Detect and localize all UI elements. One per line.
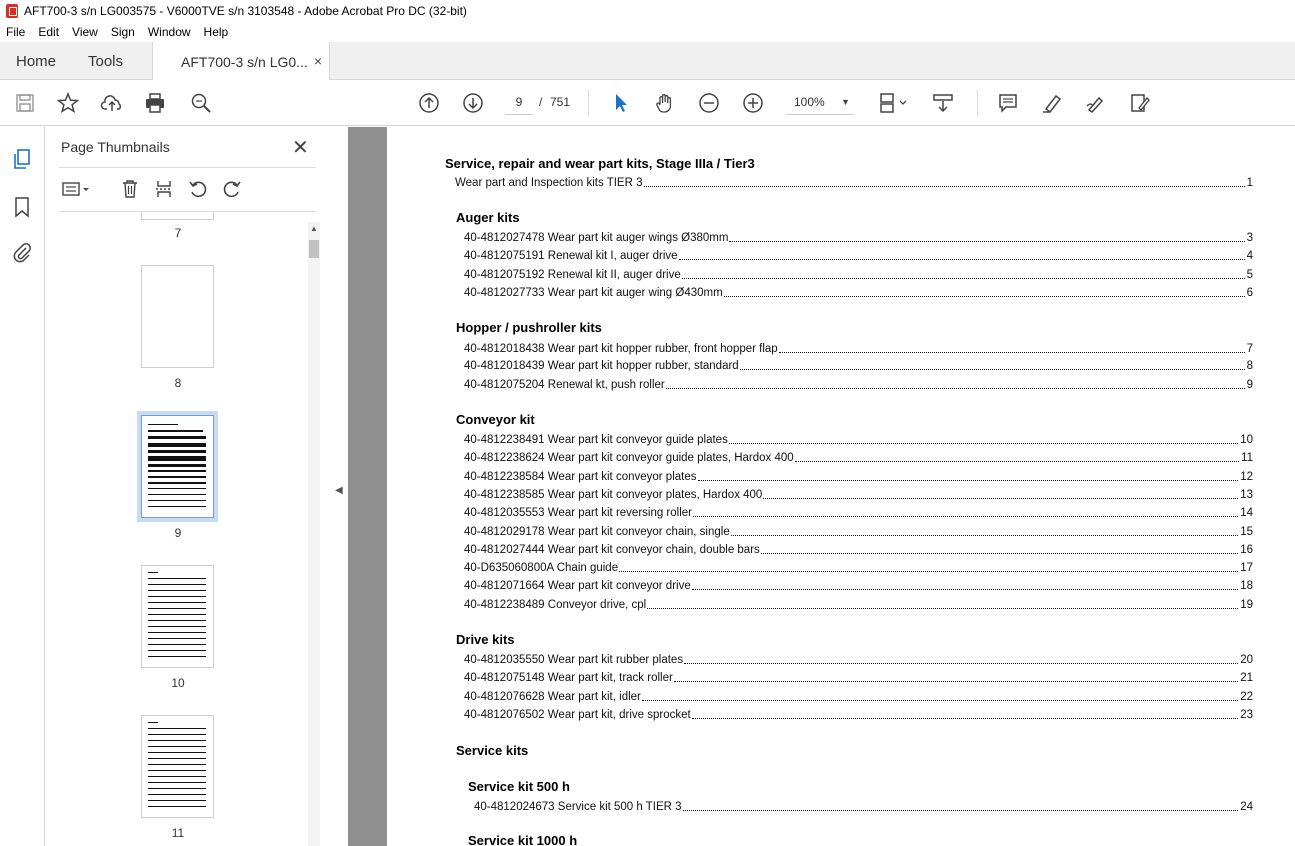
tab-document[interactable]	[152, 42, 330, 81]
toc-entry[interactable]	[464, 505, 1253, 519]
toc-entry-text: 40-4812035553 Wear part kit reversing roller	[464, 507, 692, 519]
zoom-out-icon[interactable]	[697, 91, 721, 115]
toc-entry-text: 40-D635060800A Chain guide	[464, 562, 619, 574]
toc-leader	[679, 259, 1245, 260]
main-toolbar	[0, 80, 1295, 126]
toc-entry-text: 40-4812029178 Wear part kit conveyor chain, single	[464, 526, 730, 538]
tab-home[interactable]: Home	[16, 52, 57, 70]
toc-entry-text: 40-4812075148 Wear part kit, track roller	[464, 672, 673, 684]
page-up-icon[interactable]	[417, 91, 441, 115]
toc-leader	[674, 681, 1238, 682]
toc-entry-page: 8	[1246, 360, 1253, 372]
toc-entry[interactable]	[464, 450, 1253, 464]
toc-entry[interactable]	[464, 341, 1253, 355]
upload-icon[interactable]	[100, 91, 124, 115]
select-cursor-icon[interactable]	[609, 91, 633, 115]
toc-entry-text: 40-4812076628 Wear part kit, idler	[464, 691, 641, 703]
subsection-title: Service kit 500 h	[468, 779, 570, 794]
toc-entry[interactable]	[464, 670, 1253, 684]
toc-entry[interactable]	[464, 432, 1253, 446]
delete-page-icon[interactable]	[118, 177, 142, 201]
document-heading: Service, repair and wear part kits, Stage IIIa / Tier3	[445, 156, 755, 171]
page-thumbnails-icon[interactable]	[10, 147, 34, 171]
menu-bar	[0, 22, 1295, 42]
toc-entry[interactable]	[464, 248, 1253, 262]
tab-close-icon[interactable]: ×	[313, 53, 322, 69]
toc-leader	[683, 810, 1239, 811]
toc-leader	[693, 516, 1238, 517]
toc-entry-text: 40-4812071664 Wear part kit conveyor drive	[464, 580, 691, 592]
toc-entry-page: 18	[1240, 580, 1253, 592]
left-rail	[0, 127, 45, 846]
toc-entry[interactable]	[464, 524, 1253, 538]
toc-entry-text: 40-4812075191 Renewal kit I, auger drive	[464, 250, 678, 262]
toc-entry-page: 6	[1246, 287, 1253, 299]
toc-entry[interactable]	[464, 487, 1253, 501]
title-bar	[0, 0, 1295, 22]
toc-entry-text: 40-4812238585 Wear part kit conveyor plates, Hardox 400	[464, 489, 763, 501]
toc-leader	[692, 589, 1238, 590]
toc-entry-page: 24	[1240, 801, 1253, 813]
toc-entry-page: 11	[1241, 452, 1253, 464]
tab-document-label: AFT700-3 s/n LG0...	[181, 53, 308, 70]
page-thumbnail-label: 9	[174, 526, 182, 540]
toc-entry-page: 12	[1240, 471, 1253, 483]
page-layout-icon[interactable]	[876, 91, 910, 115]
toc-entry-page: 10	[1240, 434, 1253, 446]
zoom-value: 100%	[794, 95, 825, 109]
section-title: Auger kits	[456, 210, 520, 225]
toc-leader	[724, 296, 1245, 297]
toc-entry[interactable]	[464, 560, 1253, 574]
toc-entry-page: 15	[1240, 526, 1253, 538]
toc-leader	[763, 498, 1238, 499]
toc-leader	[761, 553, 1238, 554]
menu-file[interactable]: File	[6, 25, 26, 39]
menu-window[interactable]: Window	[147, 25, 191, 39]
toc-entry-text: 40-4812075192 Renewal kit II, auger drive	[464, 269, 681, 281]
page-total: 751	[550, 95, 571, 109]
page-thumbnail[interactable]	[141, 715, 214, 818]
toc-leader	[779, 352, 1245, 353]
toc-entry-text: Wear part and Inspection kits TIER 3	[455, 177, 643, 189]
page-thumbnail-label: 11	[171, 826, 185, 840]
toc-entry[interactable]	[464, 652, 1253, 666]
toc-entry[interactable]	[464, 267, 1253, 281]
toc-entry-text: 40-4812238624 Wear part kit conveyor guide plates, Hardox 400	[464, 452, 794, 464]
toc-leader	[647, 608, 1238, 609]
toc-leader	[644, 186, 1245, 187]
page-number-input[interactable]: 9	[505, 89, 533, 115]
toc-entry-page: 13	[1240, 489, 1253, 501]
toc-entry-text: 40-4812035550 Wear part kit rubber plates	[464, 654, 684, 666]
panel-collapse-handle[interactable]	[330, 127, 348, 846]
toc-entry-page: 5	[1246, 269, 1253, 281]
page-thumbnail[interactable]	[141, 265, 214, 368]
toc-entry-text: 40-4812238491 Wear part kit conveyor guide plates	[464, 434, 728, 446]
chevron-down-icon: ▼	[841, 97, 850, 107]
toc-leader	[666, 388, 1245, 389]
toc-leader	[795, 461, 1239, 462]
section-title: Hopper / pushroller kits	[456, 320, 602, 335]
toc-leader	[740, 369, 1245, 370]
subsection-title: Service kit 1000 h	[468, 833, 578, 846]
print-icon[interactable]	[143, 91, 167, 115]
tab-tools[interactable]: Tools	[88, 52, 124, 70]
toc-entry-page: 22	[1240, 691, 1253, 703]
menu-help[interactable]: Help	[203, 25, 229, 39]
toc-entry-page: 1	[1246, 177, 1253, 189]
page-thumbnail-label: 10	[171, 676, 185, 690]
toc-leader	[684, 663, 1238, 664]
attachments-icon[interactable]	[10, 240, 34, 264]
page-down-icon[interactable]	[461, 91, 485, 115]
toc-entry-page: 3	[1246, 232, 1253, 244]
toolbar-divider	[977, 90, 978, 116]
divider	[59, 167, 316, 168]
tab-bar	[0, 42, 1295, 80]
toc-entry[interactable]	[464, 377, 1253, 391]
hand-icon[interactable]	[653, 91, 677, 115]
toc-entry[interactable]	[464, 230, 1253, 244]
highlight-icon[interactable]	[1040, 91, 1064, 115]
toc-entry-text: 40-4812018439 Wear part kit hopper rubber, standard	[464, 360, 739, 372]
toc-entry[interactable]	[464, 285, 1253, 299]
section-title: Drive kits	[456, 632, 515, 647]
toc-entry-text: 40-4812076502 Wear part kit, drive sprocket	[464, 709, 691, 721]
toc-entry-text: 40-4812075204 Renewal kt, push roller	[464, 379, 665, 391]
toc-entry-page: 7	[1246, 343, 1253, 355]
search-icon[interactable]	[189, 91, 213, 115]
sign-icon[interactable]	[1084, 91, 1108, 115]
toc-entry-text: 40-4812027733 Wear part kit auger wing Ø430mm	[464, 287, 723, 299]
extract-pages-icon[interactable]	[152, 177, 176, 201]
toc-entry-page: 20	[1240, 654, 1253, 666]
acrobat-logo-icon	[6, 4, 18, 18]
toc-leader	[729, 443, 1238, 444]
toc-entry-text: 40-4812027444 Wear part kit conveyor chain, double bars	[464, 544, 760, 556]
toc-leader	[619, 571, 1238, 572]
scrollbar-thumb[interactable]	[309, 240, 319, 258]
zoom-in-icon[interactable]	[741, 91, 765, 115]
toc-entry[interactable]	[474, 799, 1253, 813]
window-title: AFT700-3 s/n LG003575 - V6000TVE s/n 3103548 - Adobe Acrobat Pro DC (32-bit)	[24, 4, 467, 18]
toc-leader	[698, 480, 1239, 481]
rotate-right-icon[interactable]	[220, 177, 244, 201]
pdf-page	[387, 127, 1295, 846]
menu-sign[interactable]: Sign	[110, 25, 135, 39]
menu-edit[interactable]: Edit	[38, 25, 60, 39]
toc-leader	[729, 241, 1244, 242]
menu-view[interactable]: View	[72, 25, 98, 39]
page-thumbnail-selected[interactable]	[141, 415, 214, 518]
toc-entry-text: 40-4812027478 Wear part kit auger wings Ø380mm	[464, 232, 729, 244]
page-thumbnail[interactable]	[141, 565, 214, 668]
toc-entry-page: 17	[1240, 562, 1253, 574]
zoom-select[interactable]	[786, 89, 854, 115]
page-thumbnail-label: 8	[174, 376, 182, 390]
section-title: Conveyor kit	[456, 412, 535, 427]
page-thumbnail[interactable]	[141, 212, 214, 220]
toc-entry-text: 40-4812024673 Service kit 500 h TIER 3	[474, 801, 682, 813]
toc-entry[interactable]	[464, 689, 1253, 703]
toc-leader	[692, 718, 1238, 719]
scroll-up-icon[interactable]: ▲	[310, 224, 318, 233]
panel-close-icon[interactable]: ✕	[292, 137, 309, 159]
toc-entry-page: 9	[1246, 379, 1253, 391]
thumbnail-options-icon[interactable]	[60, 177, 94, 201]
comment-icon[interactable]	[996, 91, 1020, 115]
page-separator: /	[539, 95, 543, 109]
toc-entry[interactable]	[464, 358, 1253, 372]
toc-entry-text: 40-4812238489 Conveyor drive, cpl	[464, 599, 647, 611]
bookmarks-icon[interactable]	[10, 195, 34, 219]
toc-entry-text: 40-4812238584 Wear part kit conveyor plates	[464, 471, 697, 483]
toc-entry-page: 16	[1240, 544, 1253, 556]
toc-leader	[682, 278, 1245, 279]
thumbnails-panel	[46, 127, 330, 846]
toc-entry-page: 23	[1240, 709, 1253, 721]
toc-leader	[731, 535, 1238, 536]
toc-entry-page: 14	[1240, 507, 1253, 519]
scroll-mode-icon[interactable]	[931, 91, 955, 115]
edit-pdf-icon[interactable]	[1128, 91, 1152, 115]
rotate-left-icon[interactable]	[186, 177, 210, 201]
section-title: Service kits	[456, 743, 529, 758]
toc-entry[interactable]	[464, 542, 1253, 556]
thumbnails-scrollbar[interactable]	[308, 222, 320, 846]
star-icon[interactable]	[56, 91, 80, 115]
page-thumbnail-label: 7	[174, 226, 182, 240]
panel-title: Page Thumbnails	[61, 139, 170, 155]
collapse-left-icon[interactable]: ◀	[335, 485, 343, 496]
toolbar-divider	[588, 90, 589, 116]
toc-entry-page: 21	[1240, 672, 1253, 684]
toc-entry-page: 4	[1246, 250, 1253, 262]
toc-entry[interactable]	[464, 707, 1253, 721]
toc-leader	[642, 700, 1238, 701]
toc-entry-text: 40-4812018438 Wear part kit hopper rubber, front hopper flap	[464, 343, 778, 355]
toc-entry-page: 19	[1240, 599, 1253, 611]
toc-entry[interactable]	[464, 597, 1253, 611]
toc-entry[interactable]	[455, 175, 1253, 189]
toc-entry[interactable]	[464, 469, 1253, 483]
save-icon[interactable]	[13, 91, 37, 115]
document-viewer[interactable]	[348, 127, 1295, 846]
toc-entry[interactable]	[464, 578, 1253, 592]
